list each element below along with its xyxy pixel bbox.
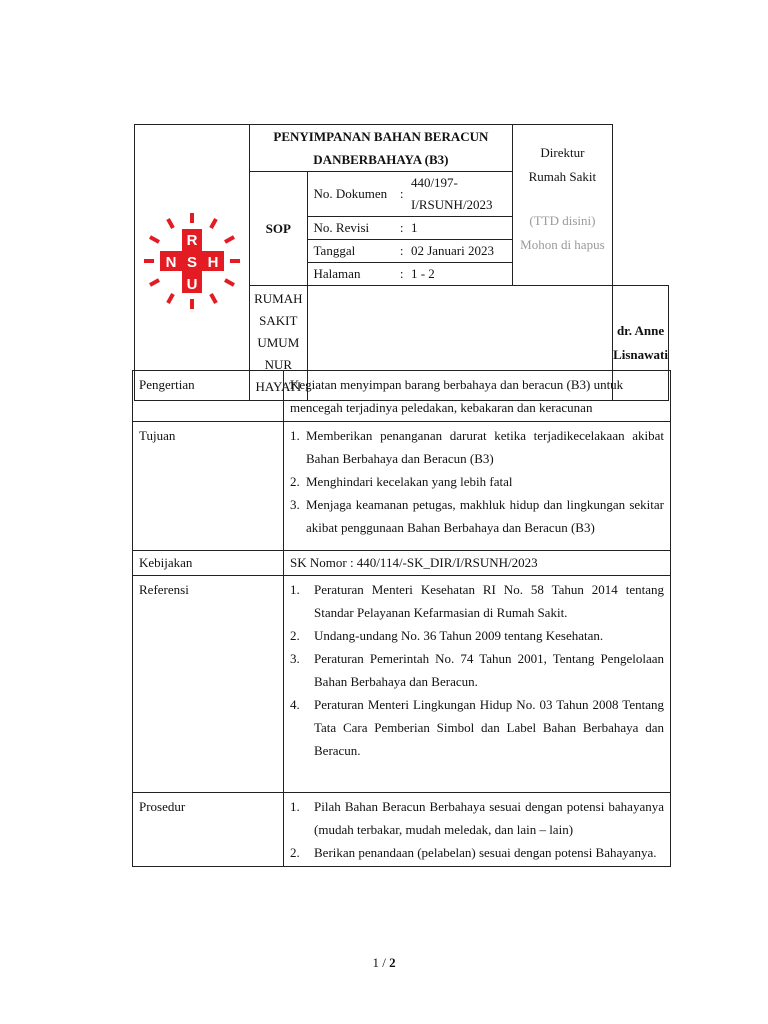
meta-colon: :: [396, 263, 407, 286]
list-item: 2. Berikan penandaan (pelabelan) sesuai dengan potensi Bahayanya.: [290, 845, 657, 860]
logo-letter-u: U: [186, 275, 198, 293]
hospital-line-2: UMUM NUR: [257, 335, 300, 372]
logo-letter-r: R: [186, 231, 198, 249]
list-referensi: [284, 576, 671, 793]
logo-cell: [135, 125, 250, 401]
text-kebijakan: SK Nomor : 440/114/-SK_DIR/I/RSUNH/2023: [284, 551, 671, 576]
label-pengertian: Pengertian: [133, 371, 284, 422]
sop-label: SOP: [250, 172, 307, 286]
signer-line-1: dr. Anne: [616, 323, 665, 338]
row-prosedur: [133, 793, 671, 867]
hospital-line-3: HAYATI: [255, 379, 302, 394]
sop-title: [250, 125, 513, 172]
title-line-1: PENYIMPANAN BAHAN BERACUN: [273, 129, 489, 144]
list-prosedur: [284, 793, 671, 867]
meta-colon: :: [396, 172, 407, 217]
sop-content-table: [132, 370, 671, 867]
director-title-1: Direktur: [540, 145, 585, 160]
row-referensi: [133, 576, 671, 793]
label-kebijakan: Kebijakan: [133, 551, 284, 576]
list-item: 1. Peraturan Menteri Kesehatan RI No. 58 Tahun 2014 tentang Standar Pelayanan Kefarmasian di Rumah Sakit.: [290, 582, 664, 620]
signer-line-2: Lisnawati: [613, 347, 668, 362]
logo-letter-n: N: [165, 253, 177, 271]
meta-colon: :: [396, 217, 407, 240]
sop-header-table: [134, 124, 669, 401]
meta-key-revisi: No. Revisi: [307, 217, 396, 240]
logo-letter-h: H: [207, 253, 219, 271]
list-item: 4. Peraturan Menteri Lingkungan Hidup No. 03 Tahun 2008 Tentang Tata Cara Pemberian Simbol dan Label Bahan Berbahaya dan Beracun.: [290, 697, 664, 758]
ordered-list: [290, 795, 664, 864]
list-item: 2. Undang-undang No. 36 Tahun 2009 tentang Kesehatan.: [290, 628, 604, 643]
director-title-2: Rumah Sakit: [528, 169, 597, 184]
page-separator: /: [378, 955, 390, 970]
page-current: 1: [372, 955, 379, 970]
meta-key-dokumen: No. Dokumen: [307, 172, 396, 217]
list-item: 1. Pilah Bahan Beracun Berbahaya sesuai dengan potensi bahayanya (mudah terbakar, mudah meledak, dan lain – lain): [290, 799, 664, 837]
list-tujuan: [284, 422, 671, 551]
row-pengertian: [133, 371, 671, 422]
meta-value-revisi: 1: [407, 217, 512, 240]
list-item: 2. Menghindari kecelakan yang lebih fatal: [290, 474, 513, 489]
meta-value-dokumen: 440/197-I/RSUNH/2023: [407, 172, 512, 217]
label-prosedur: Prosedur: [133, 793, 284, 867]
label-tujuan: Tujuan: [133, 422, 284, 551]
hospital-logo-icon: [140, 209, 244, 313]
meta-value-halaman: 1 - 2: [407, 263, 512, 286]
title-line-2: DANBERBAHAYA (B3): [313, 152, 449, 167]
text-pengertian: Kegiatan menyimpan barang berbahaya dan beracun (B3) untuk mencegah terjadinya peledakan, kebakaran dan keracunan: [284, 371, 671, 422]
ttd-note-2: Mohon di hapus: [520, 237, 605, 252]
page-number: [0, 955, 768, 971]
director-cell: [512, 125, 612, 286]
meta-colon: :: [396, 240, 407, 263]
ordered-list: [290, 578, 664, 762]
ttd-note-1: (TTD disini): [529, 213, 596, 228]
row-tujuan: [133, 422, 671, 551]
list-item: 1. Memberikan penanganan darurat ketika terjadikecelakaan akibat Bahan Berbahaya dan Beracun (B3): [290, 428, 664, 466]
hospital-line-1: RUMAH SAKIT: [254, 291, 303, 328]
page-total: 2: [389, 955, 396, 970]
label-referensi: Referensi: [133, 576, 284, 793]
meta-key-halaman: Halaman: [307, 263, 396, 286]
meta-key-tanggal: Tanggal: [307, 240, 396, 263]
list-item: 3. Menjaga keamanan petugas, makhluk hidup dan lingkungan sekitar akibat penggunaan Bahan Berbahaya dan Beracun (B3): [290, 497, 664, 535]
list-item: 3. Peraturan Pemerintah No. 74 Tahun 2001, Tentang Pengelolaan Bahan Berbahaya dan Beracun.: [290, 651, 664, 689]
row-kebijakan: [133, 551, 671, 576]
meta-value-tanggal: 02 Januari 2023: [407, 240, 512, 263]
ordered-list: [290, 424, 664, 539]
logo-letter-s: S: [187, 253, 198, 271]
